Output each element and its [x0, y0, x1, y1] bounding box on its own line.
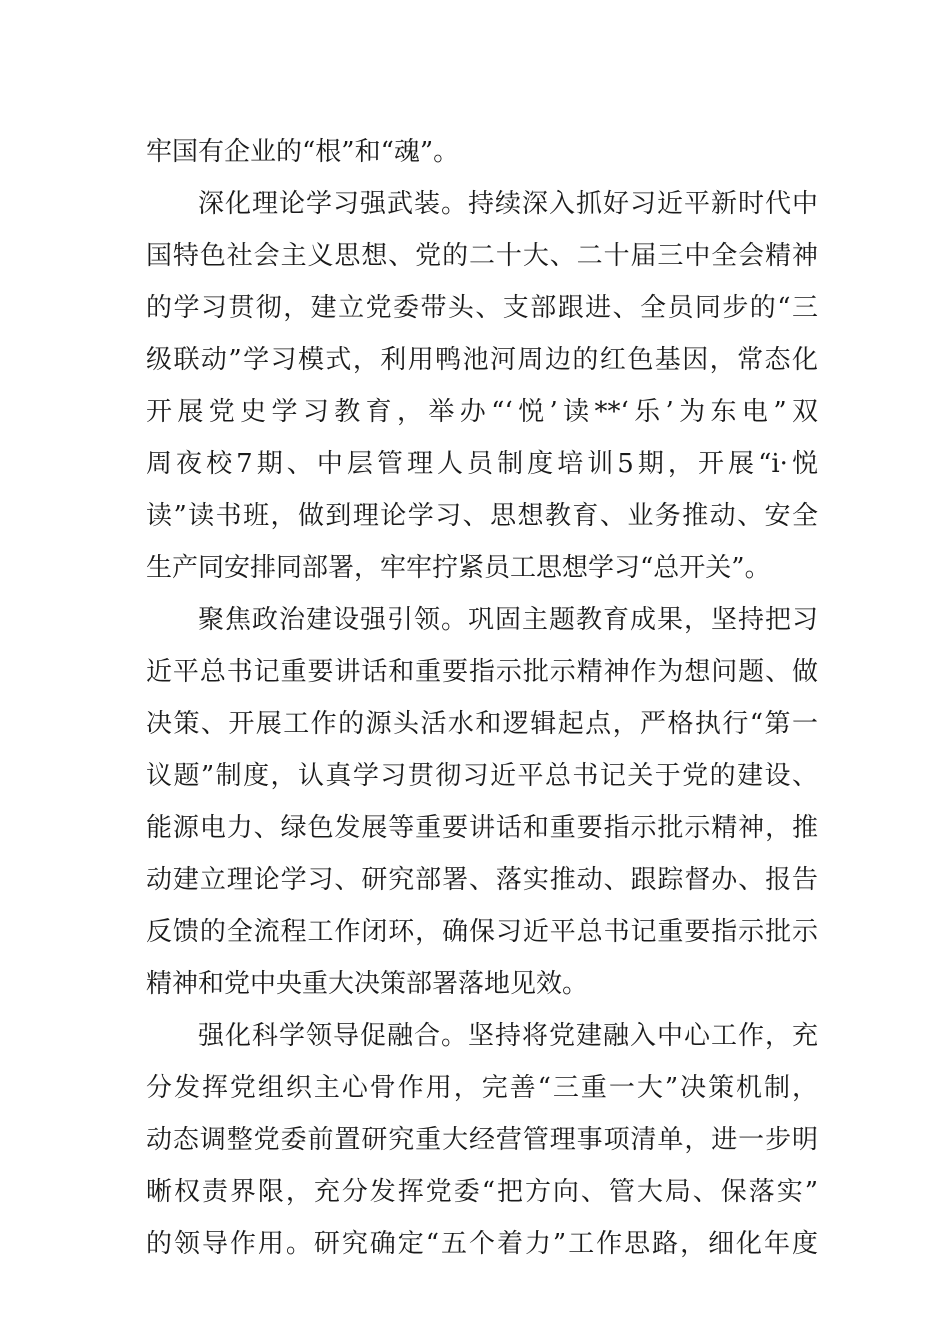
- text-line: 读”读书班，做到理论学习、思想教育、业务推动、安全: [146, 501, 818, 531]
- text-line: 牢国有企业的“根”和“魂”。: [146, 137, 460, 167]
- text-line: 能源电力、绿色发展等重要讲话和重要指示批示精神，推: [146, 813, 818, 843]
- text-line: 动建立理论学习、研究部署、落实推动、跟踪督办、报告: [146, 865, 818, 895]
- text-line: 决策、开展工作的源头活水和逻辑起点，严格执行“第一: [146, 709, 818, 739]
- paragraph-first-line: 强化科学领导促融合。坚持将党建融入中心工作，充: [198, 1021, 818, 1051]
- text-line: 议题”制度，认真学习贯彻习近平总书记关于党的建设、: [146, 761, 818, 791]
- text-line: 近平总书记重要讲话和重要指示批示精神作为想问题、做: [146, 657, 818, 687]
- text-line: 的学习贯彻，建立党委带头、支部跟进、全员同步的“三: [146, 293, 818, 323]
- text-line: 级联动”学习模式，利用鸭池河周边的红色基因，常态化: [146, 345, 818, 375]
- text-line: 生产同安排同部署，牢牢拧紧员工思想学习“总开关”。: [146, 553, 771, 583]
- text-line: 开展党史学习教育，举办“‘悦’读**‘乐’为东电”双: [146, 397, 818, 427]
- text-line: 晰权责界限，充分发挥党委“把方向、管大局、保落实”: [146, 1177, 818, 1207]
- text-line: 精神和党中央重大决策部署落地见效。: [146, 969, 589, 999]
- text-line: 国特色社会主义思想、党的二十大、二十届三中全会精神: [146, 241, 818, 271]
- paragraph-first-line: 聚焦政治建设强引领。巩固主题教育成果，坚持把习: [198, 605, 818, 635]
- paragraph-first-line: 深化理论学习强武装。持续深入抓好习近平新时代中: [198, 189, 818, 219]
- text-line: 的领导作用。研究确定“五个着力”工作思路，细化年度: [146, 1229, 818, 1259]
- text-line: 动态调整党委前置研究重大经营管理事项清单，进一步明: [146, 1125, 818, 1155]
- text-line: 反馈的全流程工作闭环，确保习近平总书记重要指示批示: [146, 917, 818, 947]
- text-line: 分发挥党组织主心骨作用，完善“三重一大”决策机制，: [146, 1073, 818, 1103]
- text-line: 周夜校7期、中层管理人员制度培训5期，开展“i·悦: [146, 449, 818, 479]
